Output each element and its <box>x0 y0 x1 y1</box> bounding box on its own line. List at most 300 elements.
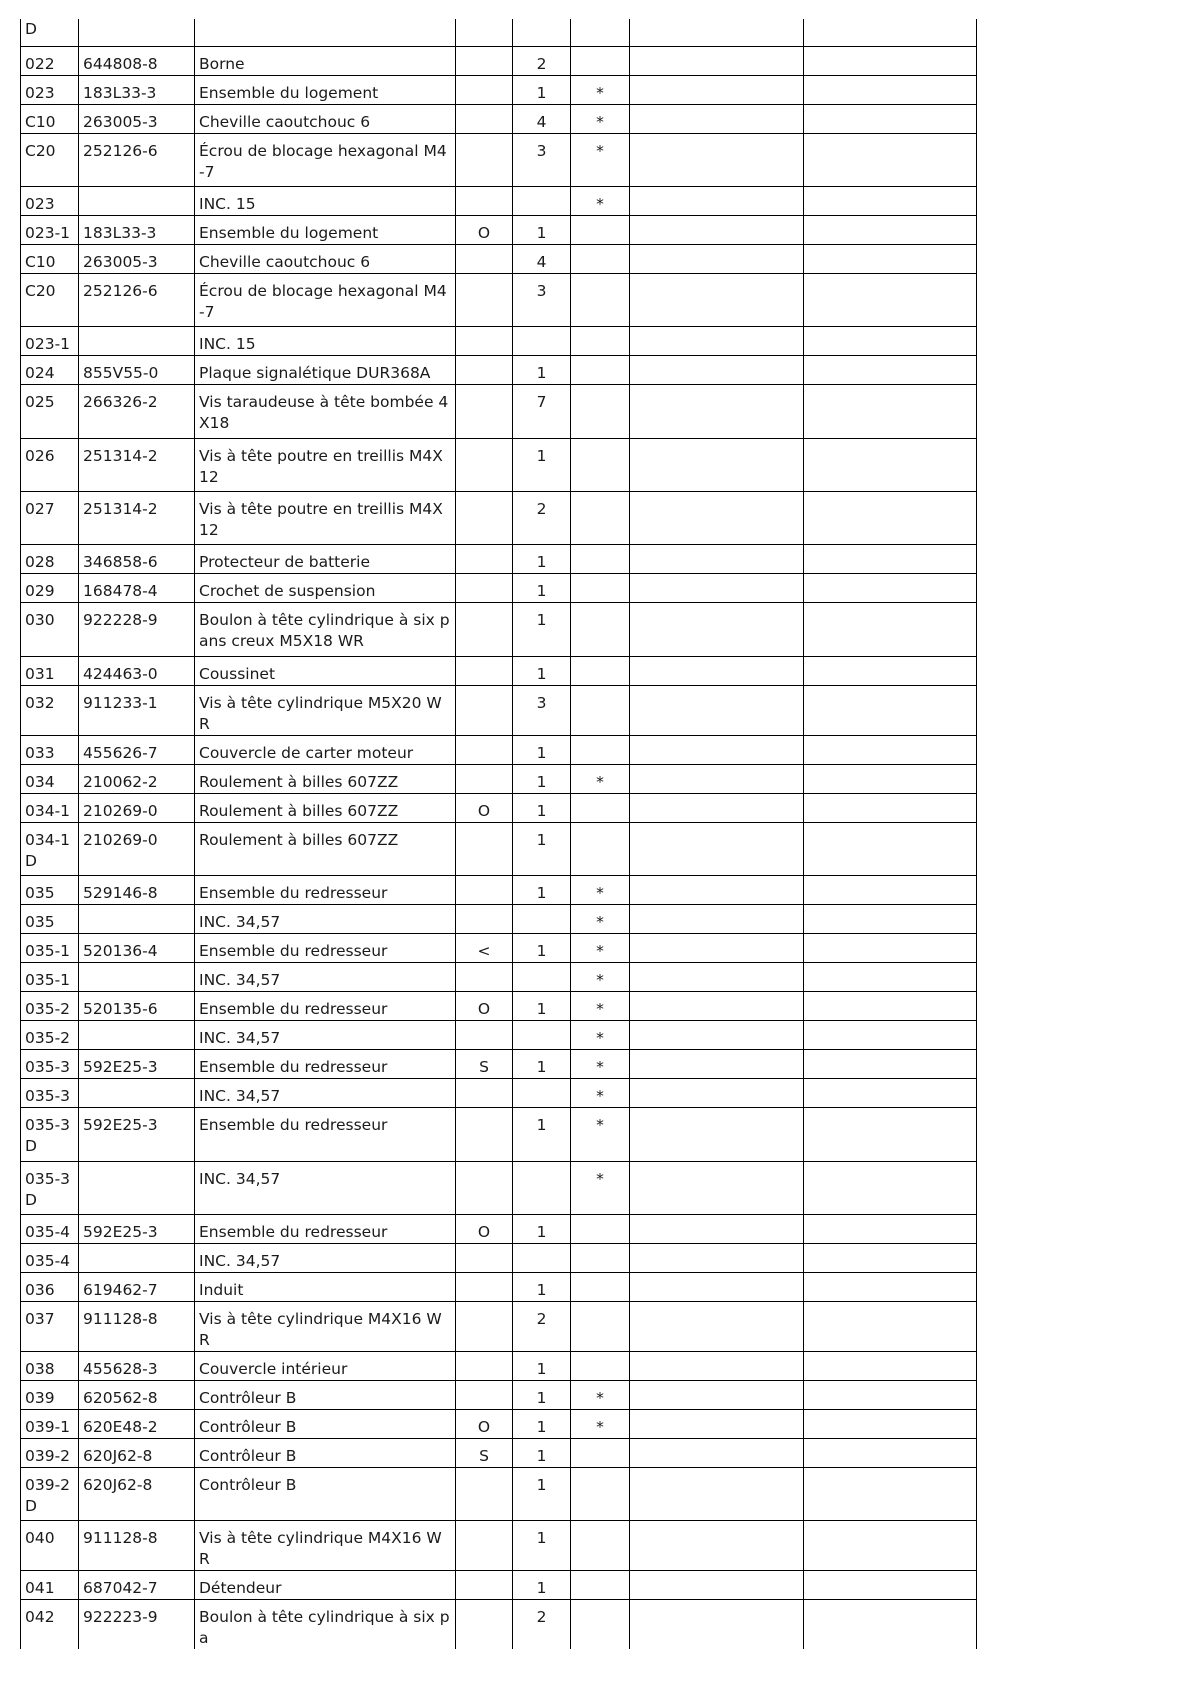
part-number-cell: 266326-2 <box>79 385 195 438</box>
quantity-cell: 2 <box>513 492 571 545</box>
table-row <box>21 934 977 963</box>
table-row <box>21 1571 977 1600</box>
item-number-cell: 039-2 <box>21 1439 79 1468</box>
quantity-cell <box>513 19 571 46</box>
part-number-cell: 252126-6 <box>79 273 195 326</box>
empty-cell <box>630 963 804 992</box>
empty-cell <box>630 1352 804 1381</box>
empty-cell <box>804 19 977 46</box>
empty-cell <box>804 822 977 875</box>
description-cell: INC. 34,57 <box>195 1079 456 1108</box>
part-number-cell: 620562-8 <box>79 1381 195 1410</box>
table-row <box>21 215 977 244</box>
mark-cell <box>456 356 513 385</box>
asterisk-cell: * <box>571 1050 630 1079</box>
empty-cell <box>630 1161 804 1214</box>
description-cell: Vis à tête poutre en treillis M4X12 <box>195 438 456 491</box>
part-number-cell: 592E25-3 <box>79 1215 195 1244</box>
description-cell: Plaque signalétique DUR368A <box>195 356 456 385</box>
description-cell: Détendeur <box>195 1571 456 1600</box>
item-number-cell: C20 <box>21 273 79 326</box>
mark-cell: O <box>456 793 513 822</box>
asterisk-cell: * <box>571 934 630 963</box>
mark-cell <box>456 1161 513 1214</box>
item-number-cell: 023 <box>21 75 79 104</box>
description-cell: INC. 34,57 <box>195 1244 456 1273</box>
quantity-cell <box>513 963 571 992</box>
description-cell: Ensemble du logement <box>195 75 456 104</box>
quantity-cell: 4 <box>513 244 571 273</box>
empty-cell <box>630 574 804 603</box>
empty-cell <box>804 215 977 244</box>
quantity-cell: 1 <box>513 75 571 104</box>
item-number-cell: C20 <box>21 133 79 186</box>
part-number-cell <box>79 905 195 934</box>
table-row <box>21 1215 977 1244</box>
empty-cell <box>804 273 977 326</box>
quantity-cell: 1 <box>513 876 571 905</box>
part-number-cell: 424463-0 <box>79 656 195 685</box>
empty-cell <box>804 327 977 356</box>
mark-cell <box>456 1302 513 1352</box>
quantity-cell: 1 <box>513 1381 571 1410</box>
quantity-cell <box>513 1021 571 1050</box>
item-number-cell: 034-1 <box>21 793 79 822</box>
mark-cell <box>456 1571 513 1600</box>
item-number-cell: 023 <box>21 186 79 215</box>
asterisk-cell <box>571 492 630 545</box>
table-row <box>21 492 977 545</box>
empty-cell <box>804 764 977 793</box>
part-number-cell: 911128-8 <box>79 1302 195 1352</box>
empty-cell <box>804 438 977 491</box>
asterisk-cell <box>571 822 630 875</box>
empty-cell <box>630 1381 804 1410</box>
table-row <box>21 1468 977 1521</box>
table-row <box>21 545 977 574</box>
description-cell: INC. 34,57 <box>195 1021 456 1050</box>
part-number-cell: 210062-2 <box>79 764 195 793</box>
empty-cell <box>630 1021 804 1050</box>
empty-cell <box>804 545 977 574</box>
quantity-cell: 1 <box>513 574 571 603</box>
asterisk-cell: * <box>571 1079 630 1108</box>
item-number-cell: 034-1D <box>21 822 79 875</box>
mark-cell <box>456 186 513 215</box>
mark-cell <box>456 822 513 875</box>
quantity-cell: 1 <box>513 1352 571 1381</box>
table-row <box>21 1381 977 1410</box>
description-cell: Ensemble du redresseur <box>195 1108 456 1161</box>
item-number-cell: 032 <box>21 685 79 735</box>
asterisk-cell: * <box>571 1108 630 1161</box>
table-row <box>21 656 977 685</box>
mark-cell <box>456 492 513 545</box>
empty-cell <box>630 1273 804 1302</box>
asterisk-cell: * <box>571 1381 630 1410</box>
empty-cell <box>630 1468 804 1521</box>
empty-cell <box>804 1021 977 1050</box>
part-number-cell: 210269-0 <box>79 822 195 875</box>
mark-cell: O <box>456 992 513 1021</box>
table-row <box>21 876 977 905</box>
mark-cell <box>456 1381 513 1410</box>
mark-cell: O <box>456 215 513 244</box>
mark-cell <box>456 1108 513 1161</box>
item-number-cell: 031 <box>21 656 79 685</box>
mark-cell <box>456 603 513 656</box>
empty-cell <box>630 1410 804 1439</box>
empty-cell <box>804 1161 977 1214</box>
mark-cell <box>456 1244 513 1273</box>
empty-cell <box>804 1302 977 1352</box>
mark-cell <box>456 133 513 186</box>
empty-cell <box>630 385 804 438</box>
empty-cell <box>630 492 804 545</box>
asterisk-cell <box>571 327 630 356</box>
asterisk-cell: * <box>571 75 630 104</box>
empty-cell <box>804 1439 977 1468</box>
mark-cell <box>456 438 513 491</box>
description-cell: Cheville caoutchouc 6 <box>195 244 456 273</box>
part-number-cell <box>79 1244 195 1273</box>
empty-cell <box>804 46 977 75</box>
empty-cell <box>630 1050 804 1079</box>
quantity-cell <box>513 905 571 934</box>
quantity-cell: 3 <box>513 273 571 326</box>
part-number-cell <box>79 1079 195 1108</box>
description-cell: Ensemble du redresseur <box>195 1215 456 1244</box>
table-row <box>21 1302 977 1352</box>
table-row <box>21 1410 977 1439</box>
part-number-cell: 346858-6 <box>79 545 195 574</box>
empty-cell <box>804 934 977 963</box>
asterisk-cell <box>571 244 630 273</box>
description-cell: Contrôleur B <box>195 1439 456 1468</box>
quantity-cell: 1 <box>513 1215 571 1244</box>
description-cell: Contrôleur B <box>195 1410 456 1439</box>
empty-cell <box>804 876 977 905</box>
description-cell: INC. 34,57 <box>195 1161 456 1214</box>
empty-cell <box>630 104 804 133</box>
description-cell: Contrôleur B <box>195 1381 456 1410</box>
mark-cell: O <box>456 1215 513 1244</box>
item-number-cell: 041 <box>21 1571 79 1600</box>
empty-cell <box>804 104 977 133</box>
quantity-cell: 1 <box>513 822 571 875</box>
table-row <box>21 327 977 356</box>
part-number-cell <box>79 963 195 992</box>
item-number-cell: C10 <box>21 104 79 133</box>
asterisk-cell <box>571 1215 630 1244</box>
asterisk-cell: * <box>571 104 630 133</box>
part-number-cell: 455626-7 <box>79 735 195 764</box>
asterisk-cell <box>571 1571 630 1600</box>
item-number-cell: 035-2 <box>21 1021 79 1050</box>
table-row <box>21 574 977 603</box>
item-number-cell: 035 <box>21 905 79 934</box>
description-cell: INC. 15 <box>195 327 456 356</box>
table-row <box>21 186 977 215</box>
asterisk-cell <box>571 793 630 822</box>
asterisk-cell <box>571 1302 630 1352</box>
empty-cell <box>804 186 977 215</box>
part-number-cell: 251314-2 <box>79 492 195 545</box>
quantity-cell: 1 <box>513 934 571 963</box>
quantity-cell: 1 <box>513 793 571 822</box>
empty-cell <box>630 685 804 735</box>
asterisk-cell: * <box>571 876 630 905</box>
table-row <box>21 273 977 326</box>
table-row <box>21 822 977 875</box>
empty-cell <box>804 1600 977 1650</box>
asterisk-cell <box>571 1244 630 1273</box>
mark-cell <box>456 905 513 934</box>
mark-cell <box>456 104 513 133</box>
empty-cell <box>804 1273 977 1302</box>
part-number-cell: 687042-7 <box>79 1571 195 1600</box>
empty-cell <box>630 1600 804 1650</box>
mark-cell <box>456 735 513 764</box>
empty-cell <box>630 186 804 215</box>
empty-cell <box>804 1468 977 1521</box>
part-number-cell: 251314-2 <box>79 438 195 491</box>
description-cell: Couvercle intérieur <box>195 1352 456 1381</box>
empty-cell <box>630 19 804 46</box>
description-cell: Vis à tête cylindrique M4X16 WR <box>195 1521 456 1571</box>
asterisk-cell <box>571 574 630 603</box>
quantity-cell: 2 <box>513 1600 571 1650</box>
empty-cell <box>804 1410 977 1439</box>
empty-cell <box>630 1108 804 1161</box>
item-number-cell: 035-4 <box>21 1215 79 1244</box>
mark-cell <box>456 273 513 326</box>
table-row <box>21 764 977 793</box>
description-cell: Ensemble du logement <box>195 215 456 244</box>
empty-cell <box>630 46 804 75</box>
asterisk-cell <box>571 1273 630 1302</box>
quantity-cell <box>513 327 571 356</box>
quantity-cell: 1 <box>513 735 571 764</box>
part-number-cell: 183L33-3 <box>79 215 195 244</box>
description-cell: Boulon à tête cylindrique à six pans creux M5X18 WR <box>195 603 456 656</box>
description-cell: Cheville caoutchouc 6 <box>195 104 456 133</box>
empty-cell <box>804 905 977 934</box>
description-cell: Ensemble du redresseur <box>195 934 456 963</box>
empty-cell <box>804 1521 977 1571</box>
item-number-cell: 027 <box>21 492 79 545</box>
asterisk-cell <box>571 1352 630 1381</box>
empty-cell <box>630 735 804 764</box>
table-row <box>21 385 977 438</box>
quantity-cell: 1 <box>513 215 571 244</box>
quantity-cell: 1 <box>513 1410 571 1439</box>
quantity-cell: 1 <box>513 1571 571 1600</box>
description-cell: Crochet de suspension <box>195 574 456 603</box>
quantity-cell: 1 <box>513 1273 571 1302</box>
part-number-cell: 619462-7 <box>79 1273 195 1302</box>
part-number-cell <box>79 19 195 46</box>
empty-cell <box>804 1215 977 1244</box>
mark-cell <box>456 75 513 104</box>
part-number-cell: 922223-9 <box>79 1600 195 1650</box>
table-row <box>21 1244 977 1273</box>
part-number-cell: 620J62-8 <box>79 1439 195 1468</box>
part-number-cell: 168478-4 <box>79 574 195 603</box>
empty-cell <box>804 1244 977 1273</box>
part-number-cell: 644808-8 <box>79 46 195 75</box>
table-row <box>21 685 977 735</box>
table-row <box>21 1273 977 1302</box>
description-cell: Coussinet <box>195 656 456 685</box>
table-row <box>21 438 977 491</box>
asterisk-cell <box>571 735 630 764</box>
asterisk-cell <box>571 19 630 46</box>
empty-cell <box>804 492 977 545</box>
item-number-cell: 039-2D <box>21 1468 79 1521</box>
description-cell: Écrou de blocage hexagonal M4-7 <box>195 273 456 326</box>
empty-cell <box>804 574 977 603</box>
asterisk-cell <box>571 385 630 438</box>
description-cell: Roulement à billes 607ZZ <box>195 793 456 822</box>
table-row <box>21 963 977 992</box>
part-number-cell <box>79 327 195 356</box>
quantity-cell: 2 <box>513 46 571 75</box>
quantity-cell: 1 <box>513 764 571 793</box>
item-number-cell: 036 <box>21 1273 79 1302</box>
mark-cell <box>456 656 513 685</box>
item-number-cell: 026 <box>21 438 79 491</box>
part-number-cell: 592E25-3 <box>79 1050 195 1079</box>
table-row <box>21 603 977 656</box>
empty-cell <box>630 1571 804 1600</box>
part-number-cell: 183L33-3 <box>79 75 195 104</box>
mark-cell <box>456 244 513 273</box>
description-cell: INC. 15 <box>195 186 456 215</box>
mark-cell <box>456 1021 513 1050</box>
table-row <box>21 905 977 934</box>
part-number-cell: 455628-3 <box>79 1352 195 1381</box>
part-number-cell: 922228-9 <box>79 603 195 656</box>
mark-cell <box>456 327 513 356</box>
quantity-cell: 1 <box>513 992 571 1021</box>
quantity-cell <box>513 186 571 215</box>
empty-cell <box>630 876 804 905</box>
quantity-cell: 1 <box>513 1468 571 1521</box>
empty-cell <box>804 963 977 992</box>
part-number-cell: 620J62-8 <box>79 1468 195 1521</box>
item-number-cell: 037 <box>21 1302 79 1352</box>
empty-cell <box>630 822 804 875</box>
empty-cell <box>804 133 977 186</box>
item-number-cell: 038 <box>21 1352 79 1381</box>
description-cell: Vis à tête poutre en treillis M4X12 <box>195 492 456 545</box>
quantity-cell: 1 <box>513 1521 571 1571</box>
asterisk-cell <box>571 1521 630 1571</box>
item-number-cell: 039 <box>21 1381 79 1410</box>
item-number-cell: C10 <box>21 244 79 273</box>
table-row <box>21 133 977 186</box>
part-number-cell: 855V55-0 <box>79 356 195 385</box>
quantity-cell: 1 <box>513 356 571 385</box>
mark-cell: O <box>456 1410 513 1439</box>
table-row <box>21 735 977 764</box>
empty-cell <box>804 385 977 438</box>
description-cell: Couvercle de carter moteur <box>195 735 456 764</box>
mark-cell <box>456 545 513 574</box>
mark-cell: S <box>456 1050 513 1079</box>
description-cell: Roulement à billes 607ZZ <box>195 822 456 875</box>
empty-cell <box>630 75 804 104</box>
table-row <box>21 1600 977 1650</box>
part-number-cell: 529146-8 <box>79 876 195 905</box>
part-number-cell: 520135-6 <box>79 992 195 1021</box>
item-number-cell: 023-1 <box>21 215 79 244</box>
quantity-cell: 7 <box>513 385 571 438</box>
table-row <box>21 1352 977 1381</box>
item-number-cell: 034 <box>21 764 79 793</box>
empty-cell <box>804 656 977 685</box>
mark-cell <box>456 1468 513 1521</box>
empty-cell <box>630 133 804 186</box>
empty-cell <box>804 685 977 735</box>
empty-cell <box>630 545 804 574</box>
table-row <box>21 75 977 104</box>
quantity-cell: 1 <box>513 1439 571 1468</box>
item-number-cell: D <box>21 19 79 46</box>
empty-cell <box>804 1571 977 1600</box>
parts-table-body <box>21 19 977 1649</box>
item-number-cell: 029 <box>21 574 79 603</box>
item-number-cell: 042 <box>21 1600 79 1650</box>
parts-table <box>20 19 977 1649</box>
empty-cell <box>804 603 977 656</box>
description-cell: Ensemble du redresseur <box>195 992 456 1021</box>
quantity-cell: 3 <box>513 133 571 186</box>
item-number-cell: 024 <box>21 356 79 385</box>
mark-cell <box>456 1273 513 1302</box>
empty-cell <box>804 992 977 1021</box>
mark-cell <box>456 764 513 793</box>
quantity-cell <box>513 1079 571 1108</box>
part-number-cell: 252126-6 <box>79 133 195 186</box>
table-row <box>21 992 977 1021</box>
table-row <box>21 356 977 385</box>
asterisk-cell <box>571 1439 630 1468</box>
asterisk-cell: * <box>571 963 630 992</box>
part-number-cell: 911233-1 <box>79 685 195 735</box>
part-number-cell: 592E25-3 <box>79 1108 195 1161</box>
item-number-cell: 022 <box>21 46 79 75</box>
asterisk-cell <box>571 603 630 656</box>
quantity-cell: 1 <box>513 603 571 656</box>
empty-cell <box>804 735 977 764</box>
mark-cell <box>456 876 513 905</box>
empty-cell <box>804 1352 977 1381</box>
asterisk-cell <box>571 656 630 685</box>
empty-cell <box>804 1381 977 1410</box>
empty-cell <box>630 1302 804 1352</box>
quantity-cell: 1 <box>513 545 571 574</box>
item-number-cell: 035-2 <box>21 992 79 1021</box>
mark-cell: < <box>456 934 513 963</box>
item-number-cell: 033 <box>21 735 79 764</box>
item-number-cell: 035-3 <box>21 1050 79 1079</box>
table-row <box>21 1161 977 1214</box>
part-number-cell <box>79 186 195 215</box>
item-number-cell: 035-3 <box>21 1079 79 1108</box>
empty-cell <box>630 327 804 356</box>
